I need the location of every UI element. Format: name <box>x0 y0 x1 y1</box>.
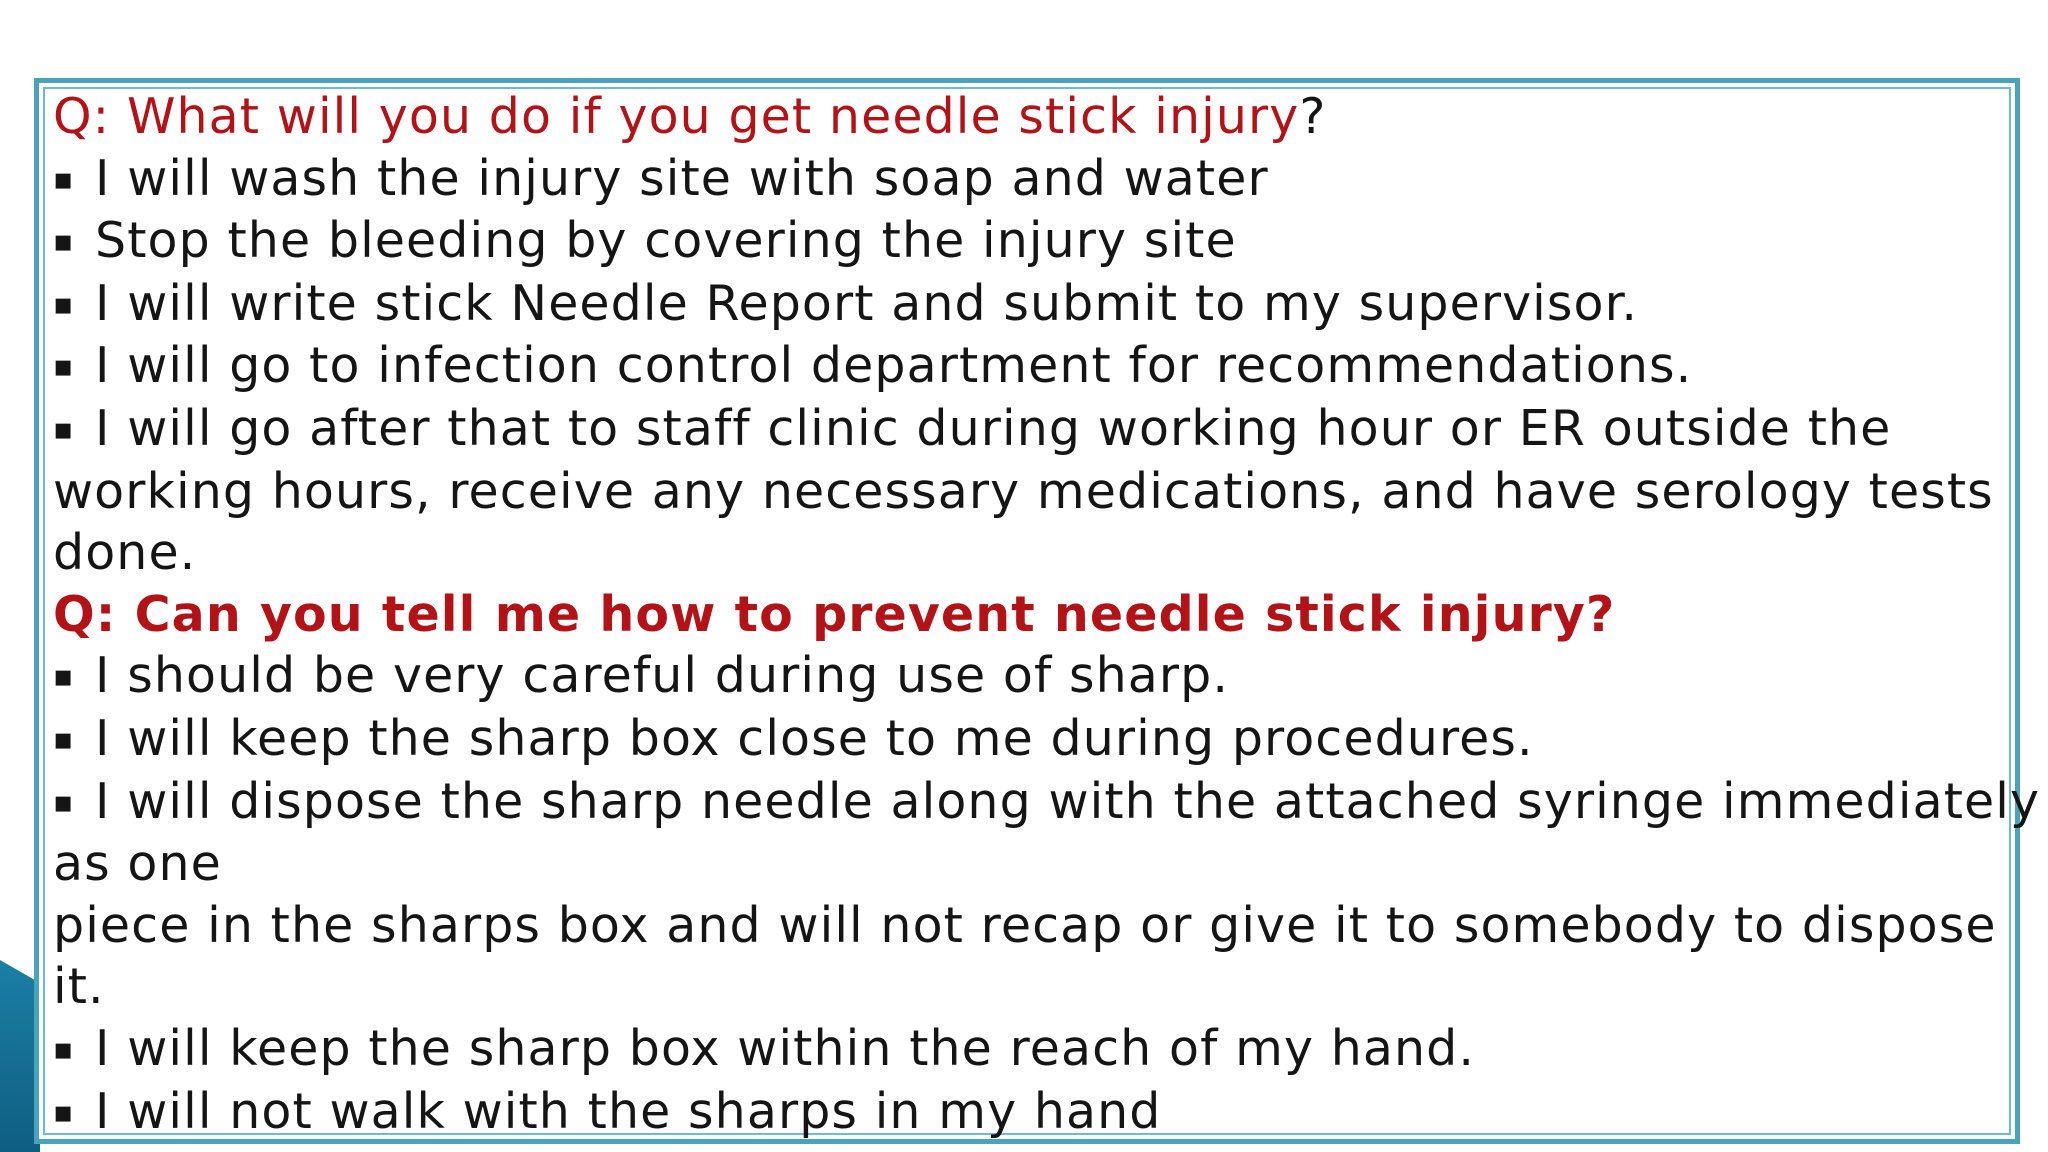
answer-text: I will write stick Needle Report and submit to my supervisor. <box>95 274 1639 332</box>
answer-item <box>53 335 2003 398</box>
bullet-icon <box>53 646 95 708</box>
answer-item <box>53 1081 2003 1144</box>
bullet-icon <box>53 274 95 336</box>
answer-item <box>53 645 2003 708</box>
qa-content <box>53 86 2041 1143</box>
bullet-icon <box>53 1019 95 1081</box>
question-2-text: Q: Can you tell me how to prevent needle stick injury? <box>53 585 1616 643</box>
question-1-mark: ? <box>1299 88 1327 145</box>
answer-item <box>53 273 2003 336</box>
answer-continuation: working hours, receive any necessary medications, and have serology tests <box>53 462 1994 520</box>
bullet-icon <box>53 772 95 834</box>
bullet-icon <box>53 709 95 771</box>
question-2 <box>53 584 2003 646</box>
answer-continuation: it. <box>53 958 105 1016</box>
answer-text: I will go after that to staff clinic during working hour or ER outside the <box>95 399 1892 457</box>
answer-item <box>53 708 2003 771</box>
answer-item <box>53 1018 2003 1081</box>
answer-text: I will not walk with the sharps in my hand <box>95 1082 1162 1140</box>
bullet-icon <box>53 399 95 461</box>
answer-text: I will keep the sharp box close to me during procedures. <box>95 709 1534 767</box>
question-1 <box>53 86 2003 148</box>
answer-text: I will go to infection control department for recommendations. <box>95 337 1693 395</box>
answer-text: I will dispose the sharp needle along with the attached syringe immediately <box>95 772 2041 830</box>
bullet-icon <box>53 211 95 273</box>
question-1-text: Q: What will you do if you get needle stick injury <box>53 88 1300 145</box>
bullet-icon <box>53 149 95 211</box>
answer-item <box>53 210 2003 273</box>
answer-text: I will wash the injury site with soap and water <box>95 149 1269 207</box>
answer-continuation: done. <box>53 524 197 582</box>
answer-item <box>53 148 2003 211</box>
answer-item <box>53 398 2003 461</box>
answer-continuation: piece in the sharps box and will not recap or give it to somebody to dispose <box>53 896 1997 954</box>
bullet-icon <box>53 336 95 398</box>
answer-text: I should be very careful during use of sharp. <box>95 647 1230 705</box>
bullet-icon <box>53 1082 95 1144</box>
answer-text: Stop the bleeding by covering the injury site <box>95 212 1237 270</box>
answer-item <box>53 771 2041 834</box>
answer-text: I will keep the sharp box within the reach of my hand. <box>95 1019 1476 1077</box>
answer-continuation: as one <box>53 835 222 893</box>
